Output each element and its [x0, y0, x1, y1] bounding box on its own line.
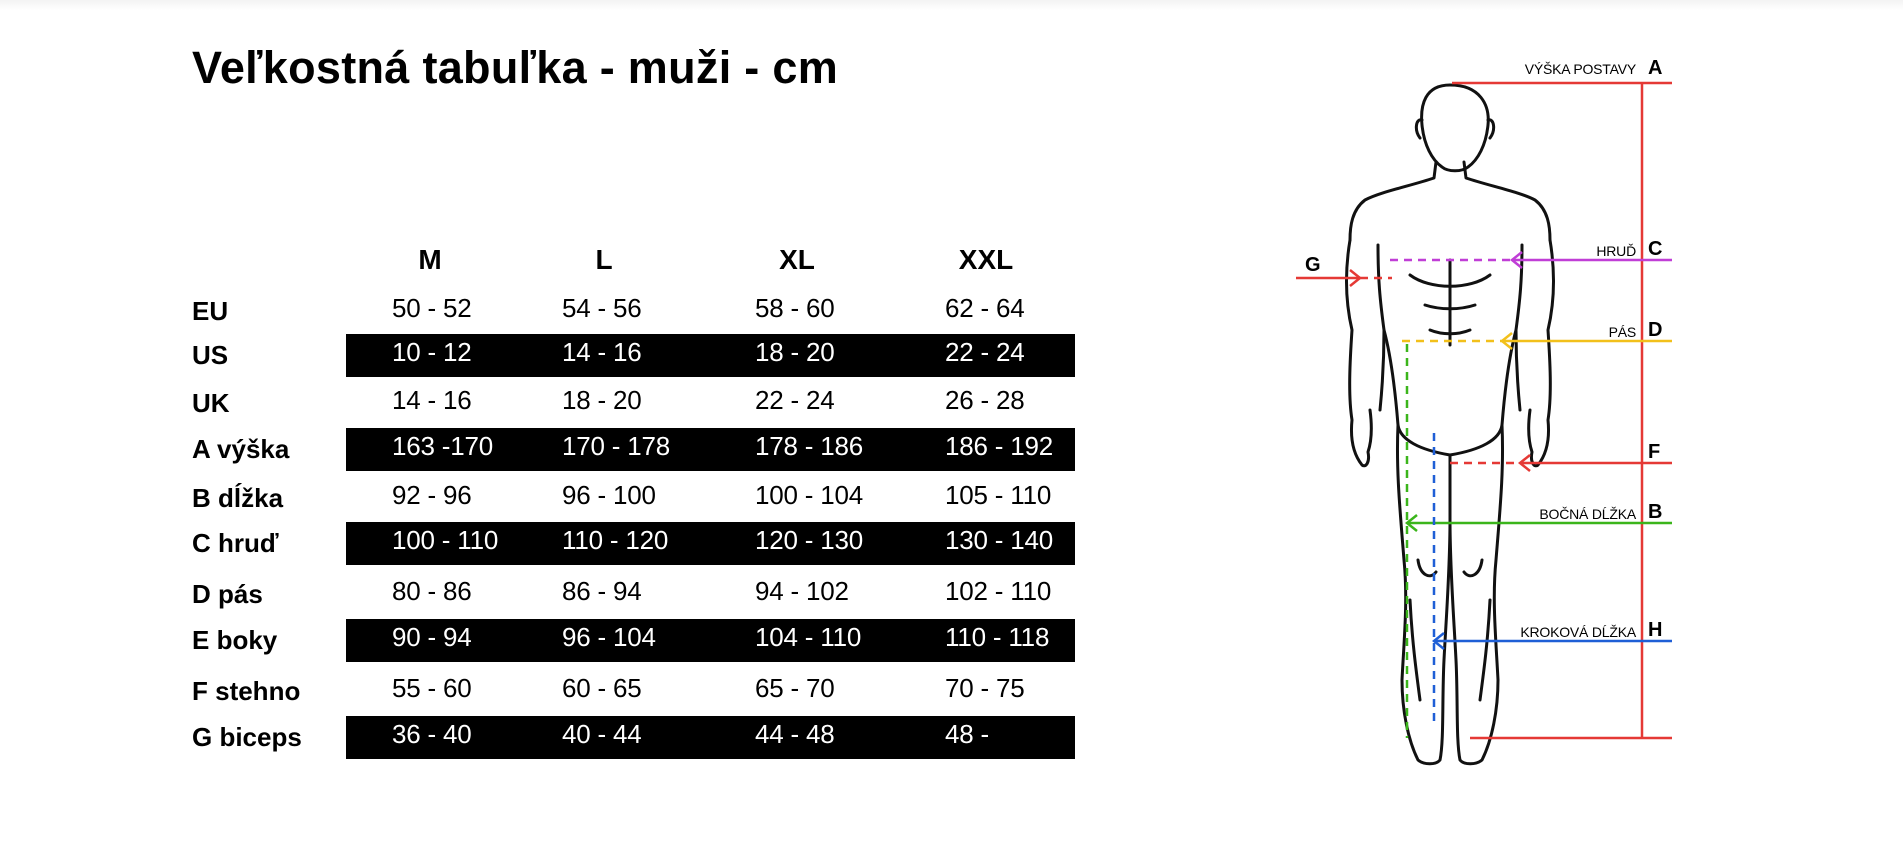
table-cell: 100 - 104 — [755, 480, 864, 510]
table-cell: 14 - 16 — [392, 385, 472, 415]
table-cell: 178 - 186 — [755, 431, 864, 461]
measurement-letter-a: A — [1648, 57, 1663, 79]
page-title: Veľkostná tabuľka - muži - cm — [192, 42, 839, 93]
measurement-letter-c: C — [1648, 238, 1663, 260]
table-cell: 54 - 56 — [562, 293, 642, 323]
table-cell: 26 - 28 — [945, 385, 1025, 415]
table-cell: 105 - 110 — [945, 480, 1052, 510]
measurement-letter-b: B — [1648, 501, 1663, 523]
table-cell: 18 - 20 — [755, 337, 835, 367]
body-measurement-figure — [1290, 55, 1690, 775]
row-label: D pás — [192, 579, 263, 609]
table-cell: 22 - 24 — [755, 385, 835, 415]
table-cell: 55 - 60 — [392, 673, 472, 703]
top-shade — [0, 0, 1903, 10]
table-cell: 102 - 110 — [945, 576, 1052, 606]
row-label: UK — [192, 388, 230, 418]
table-cell: 96 - 104 — [562, 622, 656, 652]
row-label: C hruď — [192, 528, 279, 558]
row-label: B dĺžka — [192, 483, 284, 513]
table-cell: 62 - 64 — [945, 293, 1025, 323]
table-cell: 50 - 52 — [392, 293, 472, 323]
column-header-xl: XL — [779, 244, 815, 275]
measurement-line-b — [1407, 344, 1672, 738]
table-cell: 48 - — [945, 719, 990, 749]
table-cell: 163 -170 — [392, 431, 494, 461]
measurement-label-b: BOČNÁ DĹŽKA — [1539, 506, 1636, 522]
table-cell: 58 - 60 — [755, 293, 835, 323]
table-cell: 14 - 16 — [562, 337, 642, 367]
table-cell: 10 - 12 — [392, 337, 472, 367]
row-label: A výška — [192, 434, 290, 464]
table-cell: 86 - 94 — [562, 576, 642, 606]
table-cell: 186 - 192 — [945, 431, 1054, 461]
measurement-line-f — [1450, 455, 1672, 471]
measurement-letter-g: G — [1305, 254, 1321, 276]
measurement-letter-d: D — [1648, 319, 1663, 341]
row-label: E boky — [192, 625, 278, 655]
table-cell: 40 - 44 — [562, 719, 642, 749]
table-cell: 36 - 40 — [392, 719, 472, 749]
table-cell: 170 - 178 — [562, 431, 671, 461]
table-cell: 65 - 70 — [755, 673, 835, 703]
column-header-m: M — [418, 244, 442, 275]
measurement-label-d: PÁS — [1608, 324, 1636, 340]
table-cell: 120 - 130 — [755, 525, 864, 555]
measurement-letter-f: F — [1648, 441, 1661, 463]
table-cell: 110 - 118 — [945, 622, 1050, 652]
table-cell: 96 - 100 — [562, 480, 656, 510]
row-label: G biceps — [192, 722, 302, 752]
table-cell: 130 - 140 — [945, 525, 1054, 555]
table-cell: 60 - 65 — [562, 673, 642, 703]
row-label: US — [192, 340, 229, 370]
table-cell: 92 - 96 — [392, 480, 472, 510]
table-cell: 94 - 102 — [755, 576, 849, 606]
table-cell: 100 - 110 — [392, 525, 499, 555]
table-cell: 90 - 94 — [392, 622, 472, 652]
measurement-letter-h: H — [1648, 619, 1663, 641]
measurement-label-h: KROKOVÁ DĹŽKA — [1520, 624, 1636, 640]
human-body-silhouette-icon — [1346, 85, 1553, 764]
table-cell: 44 - 48 — [755, 719, 835, 749]
column-header-xxl: XXL — [958, 244, 1014, 275]
measurement-label-a: VÝŠKA POSTAVY — [1524, 61, 1636, 77]
row-label: F stehno — [192, 676, 301, 706]
table-cell: 104 - 110 — [755, 622, 862, 652]
column-header-l: L — [595, 244, 613, 275]
table-cell: 110 - 120 — [562, 525, 669, 555]
table-cell: 18 - 20 — [562, 385, 642, 415]
measurement-line-h — [1434, 433, 1672, 723]
measurement-label-c: HRUĎ — [1596, 243, 1636, 259]
table-cell: 22 - 24 — [945, 337, 1025, 367]
table-cell: 80 - 86 — [392, 576, 472, 606]
row-label: EU — [192, 296, 229, 326]
table-cell: 70 - 75 — [945, 673, 1025, 703]
